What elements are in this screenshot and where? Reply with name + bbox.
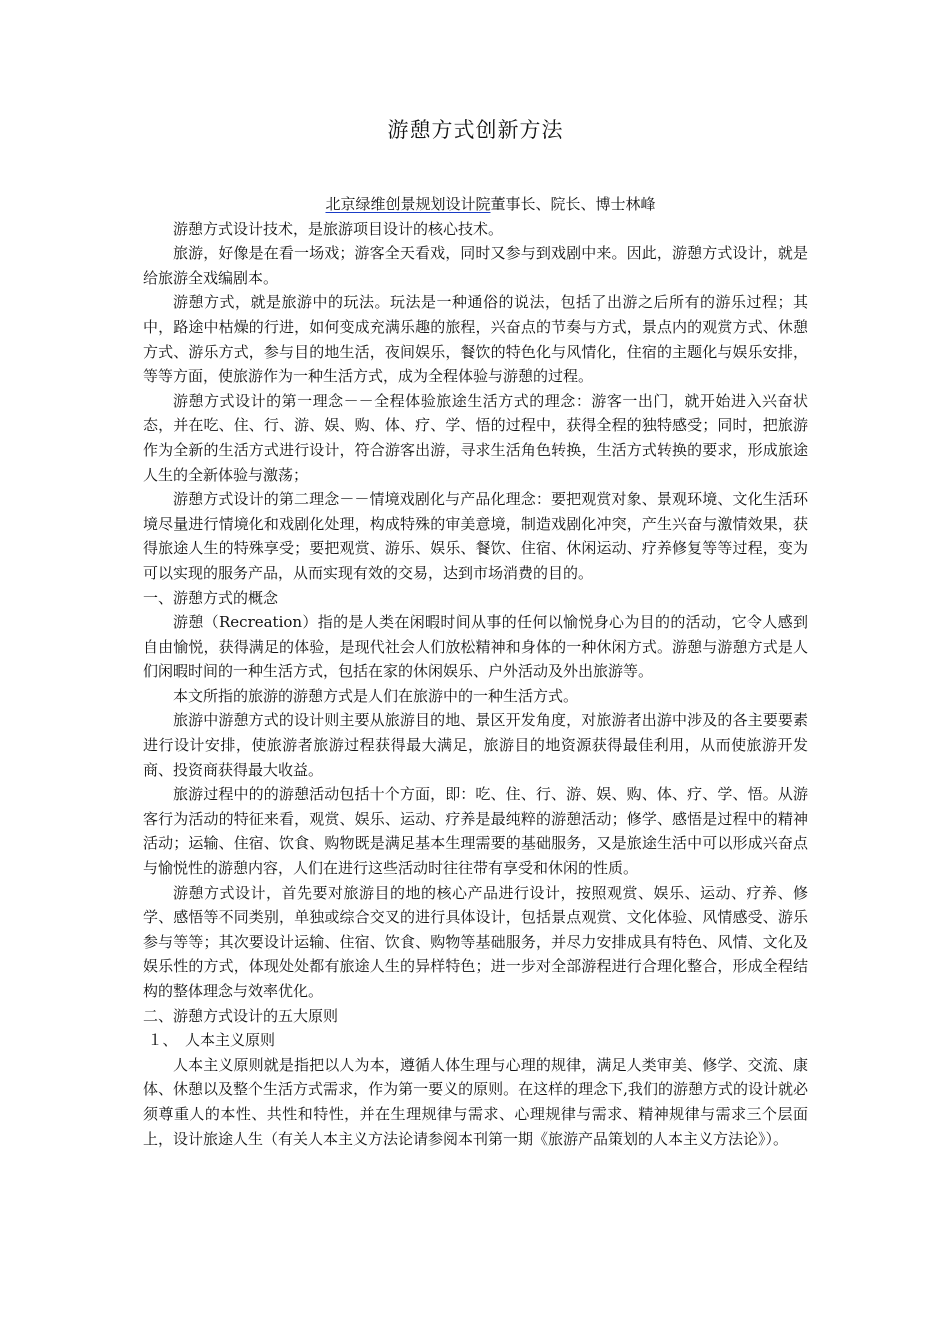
document-page xyxy=(143,110,808,1151)
body-paragraph: 游憩方式设计的第二理念－－情境戏剧化与产品化理念：要把观赏对象、景观环境、文化生活环境尽量进行情境化和戏剧化处理，构成特殊的审美意境，制造戏剧化冲突，产生兴奋与激情效果，获得旅途人生的特殊享受；要把观赏、游乐、娱乐、餐饮、住宿、休闲运动、疗养修复等等过程，变为可以实现的服务产品，从而实现有效的交易，达到市场消费的目的。 xyxy=(143,490,808,582)
body-paragraph: 旅游过程中的的游憩活动包括十个方面，即：吃、住、行、游、娱、购、体、疗、学、悟。从游客行为活动的特征来看，观赏、娱乐、运动、疗养是最纯粹的游憩活动；修学、感悟是过程中的精神活动；运输、住宿、饮食、购物既是满足基本生理需要的基础服务，又是旅途生活中可以形成兴奋点与愉悦性的游憩内容，人们在进行这些活动时往往带有享受和休闲的性质。 xyxy=(143,785,808,878)
author-title: 董事长、院长、博士林峰 xyxy=(490,195,656,213)
body-paragraph: 游憩方式设计技术，是旅游项目设计的核心技术。 xyxy=(173,219,504,238)
section-heading: 一、游憩方式的概念 xyxy=(143,588,279,607)
body-paragraph: 游憩方式，就是旅游中的玩法。玩法是一种通俗的说法，包括了出游之后所有的游乐过程；其中，路途中枯燥的行进，如何变成充满乐趣的旅程，兴奋点的节奏与方式，景点内的观赏方式、休憩方式、游乐方式，参与目的地生活，夜间娱乐，餐饮的特色化与风情化，住宿的主题化与娱乐安排，等等方面，使旅游作为一种生活方式，成为全程体验与游憩的过程。 xyxy=(143,293,808,386)
document-title: 游憩方式创新方法 xyxy=(387,118,564,142)
section-heading: 二、游憩方式设计的五大原则 xyxy=(143,1006,339,1025)
document-body xyxy=(143,217,808,1152)
body-paragraph: 旅游，好像是在看一场戏；游客全天看戏，同时又参与到戏剧中来。因此，游憩方式设计，就是给旅游全戏编剧本。 xyxy=(143,244,808,287)
body-paragraph: 游憩（Recreation）指的是人类在闲暇时间从事的任何以愉悦身心为目的的活动，它令人感到自由愉悦，获得满足的体验，是现代社会人们放松精神和身体的一种休闲方式。游憩与游憩方式是人们闲暇时间的一种生活方式，包括在家的休闲娱乐、户外活动及外出旅游等。 xyxy=(143,613,808,681)
body-paragraph: 游憩方式设计的第一理念－－全程体验旅途生活方式的理念：游客一出门，就开始进入兴奋状态，并在吃、住、行、游、娱、购、体、疗、学、悟的过程中，获得全程的独特感受；同时，把旅游作为全新的生活方式进行设计，符合游客出游，寻求生活角色转换，生活方式转换的要求，形成旅途人生的全新体验与激荡； xyxy=(143,391,808,484)
author-line xyxy=(143,192,808,217)
body-paragraph: 旅游中游憩方式的设计则主要从旅游目的地、景区开发角度，对旅游者出游中涉及的各主要要素进行设计安排，使旅游者旅游过程获得最大满足，旅游目的地资源获得最佳利用，从而使旅游开发商、投资商获得最大收益。 xyxy=(143,711,808,779)
body-paragraph: 游憩方式设计，首先要对旅游目的地的核心产品进行设计，按照观赏、娱乐、运动、疗养、修学、感悟等不同类别，单独或综合交叉的进行具体设计，包括景点观赏、文化体验、风情感受、游乐参与等等；其次要设计运输、住宿、饮食、购物等基础服务，并尽力安排成具有特色、风情、文化及娱乐性的方式，体现处处都有旅途人生的异样特色；进一步对全部游程进行合理化整合，形成全程结构的整体理念与效率优化。 xyxy=(143,883,808,1000)
body-paragraph: 本文所指的旅游的游憩方式是人们在旅游中的一种生活方式。 xyxy=(173,686,579,705)
author-organization-link[interactable]: 北京绿维创景规划设计院 xyxy=(325,195,491,213)
body-paragraph: 人本主义原则就是指把以人为本，遵循人体生理与心理的规律，满足人类审美、修学、交流、康体、休憩以及整个生活方式需求，作为第一要义的原则。在这样的理念下,我们的游憩方式的设计就必须尊重人的本性、共性和特性，并在生理规律与需求、心理规律与需求、精神规律与需求三个层面上，设计旅途人生（有关人本主义方法论请参阅本刊第一期《旅游产品策划的人本主义方法论》）。 xyxy=(143,1055,808,1148)
subsection-heading: １、 人本主义原则 xyxy=(147,1031,276,1050)
